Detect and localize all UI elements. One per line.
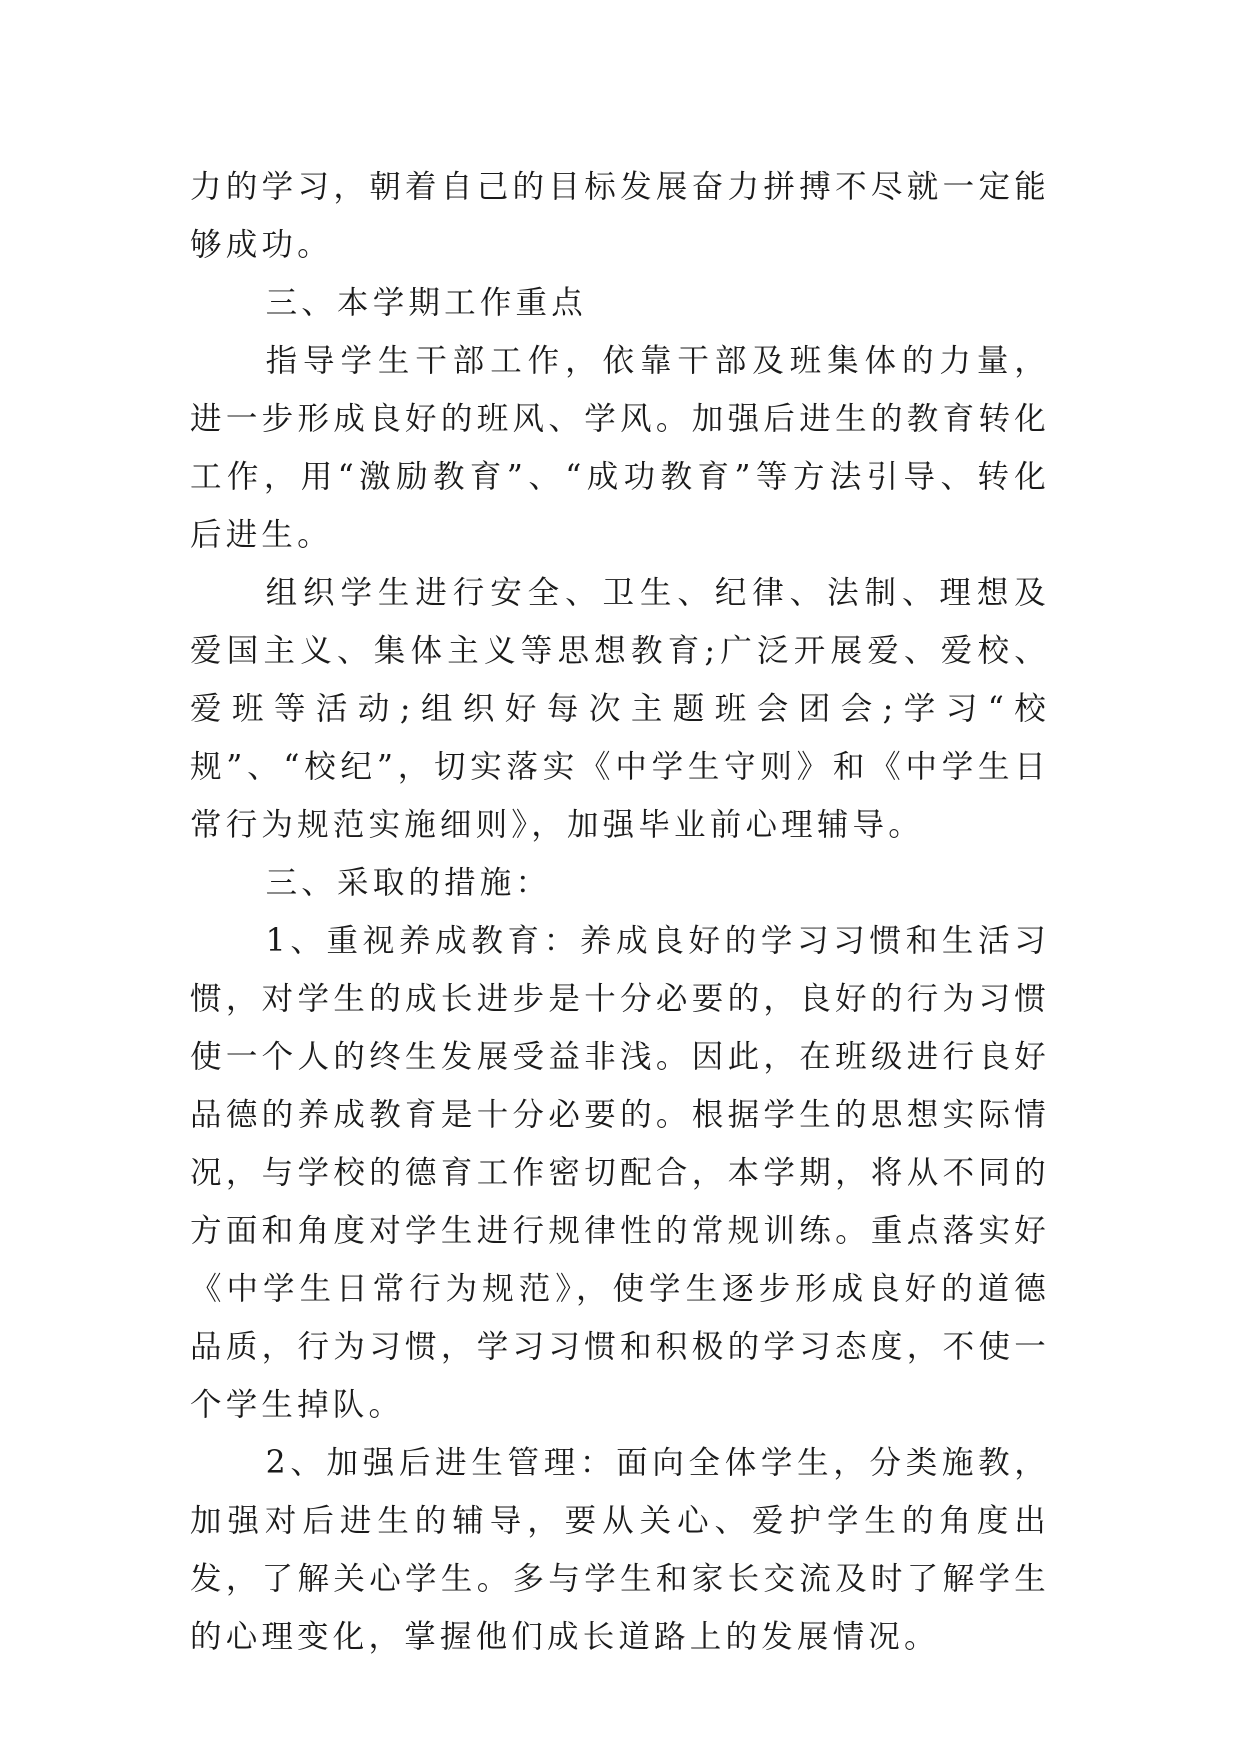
paragraph-underachiever-management: 2、加强后进生管理：面向全体学生，分类施教，加强对后进生的辅导，要从关心、爱护学生的角度出发，了解关心学生。多与学生和家长交流及时了解学生的心理变化，掌握他们成长道路上的发展情况。 (190, 1445, 1050, 1655)
section-heading-measures: 三、采取的措施： (265, 865, 552, 901)
section-heading-work-focus: 三、本学期工作重点 (265, 285, 587, 321)
paragraph-student-cadres: 指导学生干部工作，依靠干部及班集体的力量，进一步形成良好的班风、学风。加强后进生的教育转化工作，用“激励教育”、“成功教育”等方法引导、转化后进生。 (190, 343, 1050, 553)
paragraph-ideological-education: 组织学生进行安全、卫生、纪律、法制、理想及爱国主义、集体主义等思想教育;广泛开展爱、爱校、爱班等活动;组织好每次主题班会团会;学习“校规”、“校纪”，切实落实《中学生守则》和《中学生日常行为规范实施细则》，加强毕业前心理辅导。 (190, 575, 1050, 843)
document-body (190, 158, 1050, 1666)
paragraph-habit-education: 1、重视养成教育：养成良好的学习习惯和生活习惯，对学生的成长进步是十分必要的，良好的行为习惯使一个人的终生发展受益非浅。因此，在班级进行良好品德的养成教育是十分必要的。根据学生的思想实际情况，与学校的德育工作密切配合，本学期，将从不同的方面和角度对学生进行规律性的常规训练。重点落实好《中学生日常行为规范》，使学生逐步形成良好的道德品质，行为习惯，学习习惯和积极的学习态度，不使一个学生掉队。 (190, 923, 1050, 1423)
paragraph-continuation: 力的学习，朝着自己的目标发展奋力拼搏不尽就一定能够成功。 (190, 169, 1050, 263)
